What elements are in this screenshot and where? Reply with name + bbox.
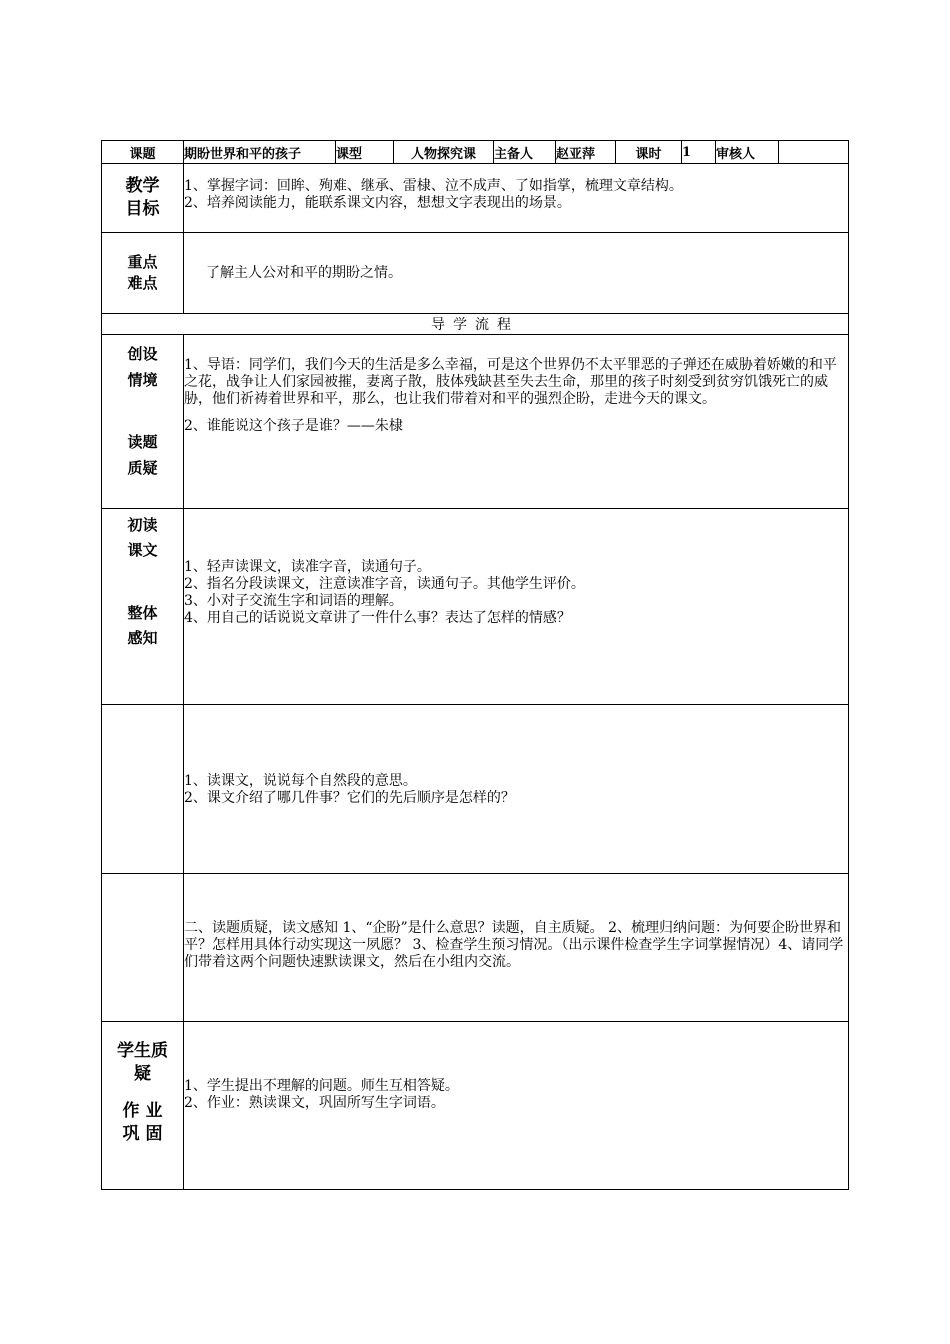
hours-value: 1 — [682, 141, 716, 164]
section-item: 3、小对子交流生字和词语的理解。 — [184, 593, 403, 609]
section-item: 1、学生提出不理解的问题。师生互相答疑。 — [184, 1078, 459, 1094]
section-item: 2、谁能说这个孩子是谁？——朱棣 — [184, 418, 403, 434]
preparer-value: 赵亚萍 — [556, 141, 616, 164]
section-item: 2、课文介绍了哪几件事？它们的先后顺序是怎样的？ — [184, 790, 515, 806]
header-row — [102, 141, 849, 164]
section-label-line: 学生质 — [117, 1041, 168, 1061]
focus-content — [184, 233, 849, 314]
section-label-line: 疑 — [134, 1064, 151, 1084]
focus-label-line: 难点 — [127, 274, 158, 292]
goals-label — [102, 164, 184, 233]
section-label-line: 巩 固 — [122, 1124, 163, 1144]
section-row-3 — [102, 705, 849, 874]
preparer-label: 主备人 — [494, 141, 556, 164]
section-row-1 — [102, 335, 849, 509]
section-item: 二、读题质疑，读文感知 1、“企盼”是什么意思？读题，自主质疑。 2、梳理归纳问题：为何要企盼世界和平？怎样用具体行动实现这一夙愿？ 3、检查学生预习情况。（出示课件检查学生字词掌握情况）4、请同学们带着这两个问题快速默读课文，然后在小组内交流。 — [184, 920, 844, 970]
section-item: 1、读课文，说说每个自然段的意思。 — [184, 773, 417, 789]
section-row-4 — [102, 874, 849, 1022]
focus-label-line: 重点 — [127, 253, 158, 271]
section-item: 1、导语：同学们，我们今天的生活是多么幸福，可是这个世界仍不太平罪恶的子弹还在威胁着娇嫩的和平之花，战争让人们家园被摧，妻离子散，肢体残缺甚至失去生命，那里的孩子时刻受到贫穷饥饿死亡的威胁，他们祈祷着世界和平，那么，也让我们带着对和平的强烈企盼，走进今天的课文。 — [184, 357, 837, 407]
section-4-label — [102, 874, 184, 1022]
section-1-label — [102, 335, 184, 509]
section-5-label — [102, 1022, 184, 1190]
flow-title-row — [102, 314, 849, 335]
topic-value: 期盼世界和平的孩子 — [184, 141, 336, 164]
section-item: 2、作业：熟读课文，巩固所写生字词语。 — [184, 1095, 445, 1111]
section-label-line: 读题 — [127, 433, 158, 451]
reviewer-label: 审核人 — [716, 141, 779, 164]
section-label-line: 初读 — [127, 516, 158, 534]
focus-label — [102, 233, 184, 314]
section-4-content — [184, 874, 849, 1022]
section-1-content — [184, 335, 849, 509]
reviewer-value — [779, 141, 849, 164]
focus-text: 了解主人公对和平的期盼之情。 — [206, 264, 402, 281]
goals-label-line: 目标 — [125, 199, 160, 219]
section-label-line: 课文 — [127, 541, 158, 559]
goal-item: 2、培养阅读能力，能联系课文内容，想想文字表现出的场景。 — [184, 195, 571, 211]
section-label-line: 整体 — [127, 604, 158, 622]
type-label: 课型 — [336, 141, 394, 164]
section-3-content — [184, 705, 849, 874]
section-label-line: 创设 — [127, 345, 158, 363]
goals-row — [102, 164, 849, 233]
type-value: 人物探究课 — [394, 141, 494, 164]
section-item: 2、指名分段读课文，注意读准字音，读通句子。其他学生评价。 — [184, 576, 585, 592]
section-2-content — [184, 509, 849, 705]
goals-label-line: 教学 — [125, 176, 160, 196]
lesson-plan-table — [101, 140, 849, 1190]
section-item: 4、用自己的话说说文章讲了一件什么事？表达了怎样的情感？ — [184, 610, 571, 626]
topic-label: 课题 — [102, 141, 184, 164]
goal-item: 1、掌握字词：回眸、殉难、继承、雷棣、泣不成声、了如指掌，梳理文章结构。 — [184, 178, 683, 194]
section-row-5 — [102, 1022, 849, 1190]
flow-title: 导学流程 — [102, 314, 849, 335]
section-label-line: 质疑 — [127, 459, 158, 477]
goals-content — [184, 164, 849, 233]
section-item: 1、轻声读课文，读准字音，读通句子。 — [184, 559, 431, 575]
hours-label: 课时 — [616, 141, 682, 164]
focus-row — [102, 233, 849, 314]
section-3-label — [102, 705, 184, 874]
section-5-content — [184, 1022, 849, 1190]
section-label-line: 情境 — [127, 371, 158, 389]
section-label-line: 作 业 — [122, 1101, 163, 1121]
section-2-label — [102, 509, 184, 705]
section-row-2 — [102, 509, 849, 705]
section-label-line: 感知 — [127, 629, 158, 647]
